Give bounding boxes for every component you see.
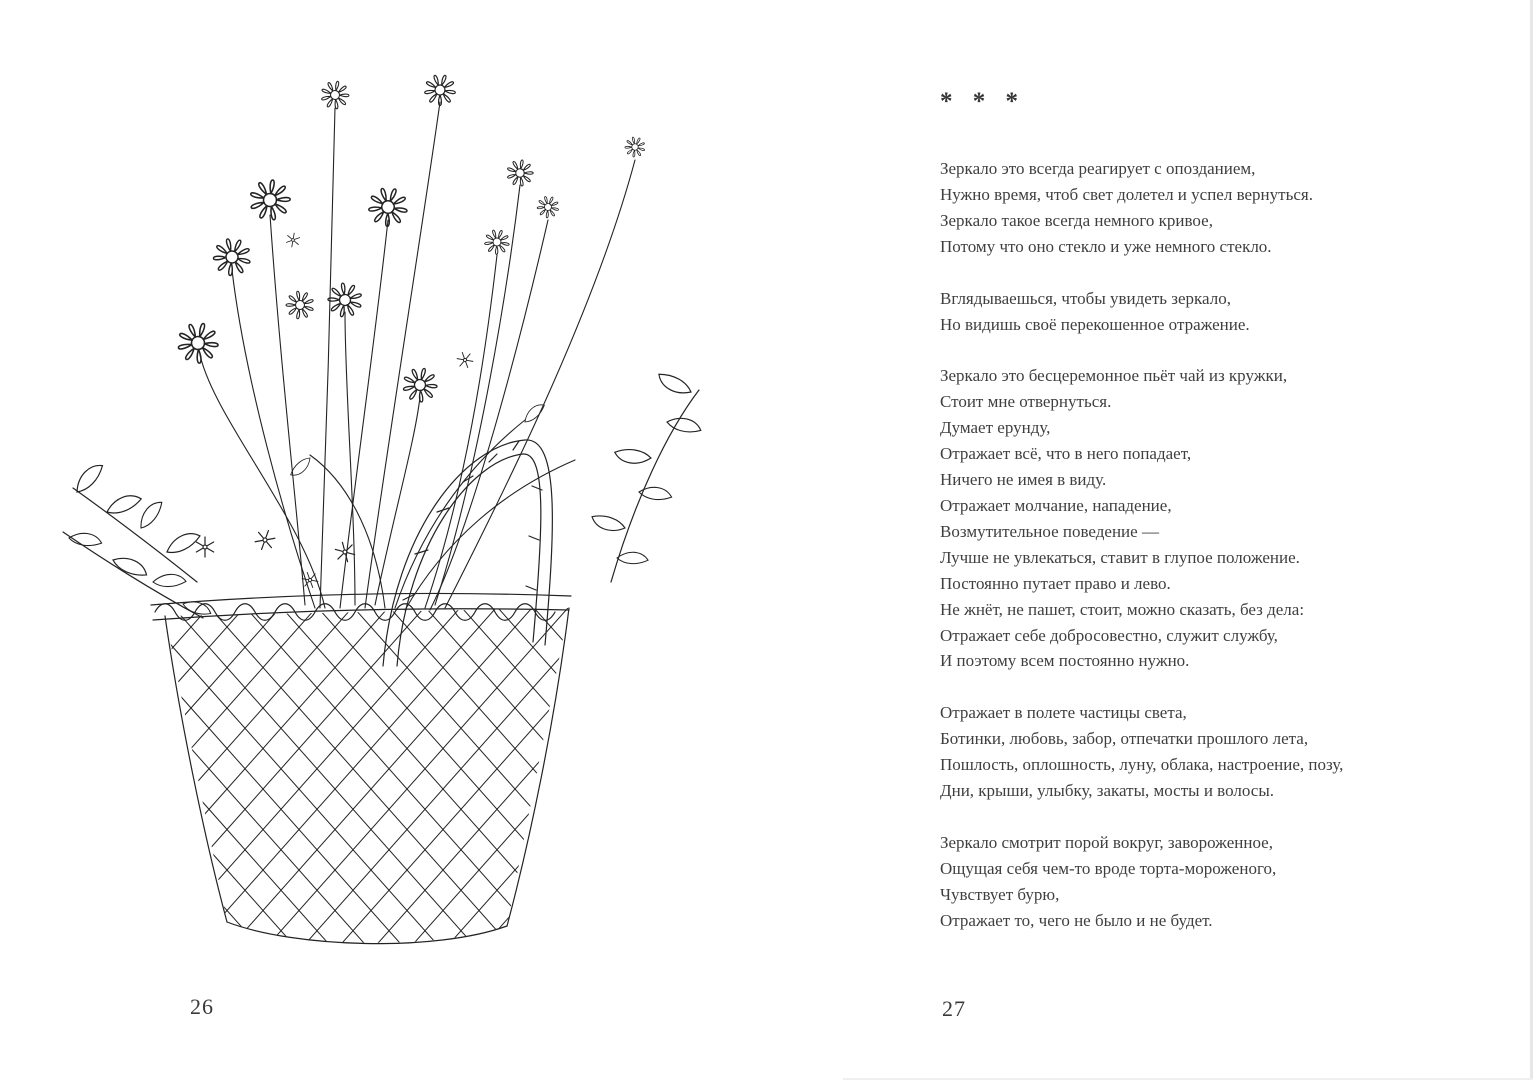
poem-line: Чувствует бурю, (940, 884, 1060, 904)
poem-stanza-2 (940, 286, 1400, 338)
poem-line: Отражает молчание, нападение, (940, 495, 1172, 515)
poem-line: Отражает себе добросовестно, служит службу, (940, 625, 1278, 645)
poem (940, 88, 1400, 934)
poem-stanza-4 (940, 700, 1400, 804)
poem-line: Не жнёт, не пашет, стоит, можно сказать, без дела: (940, 599, 1305, 619)
poem-line: Зеркало смотрит порой вокруг, завороженное, (940, 832, 1273, 852)
poem-line: Но видишь своё перекошенное отражение. (940, 314, 1250, 334)
poem-line: Думает ерунду, (940, 418, 1051, 438)
poem-line: Нужно время, чтоб свет долетел и успел вернуться. (940, 184, 1313, 204)
poem-stanza-1 (940, 156, 1400, 260)
poem-line: Зеркало это всегда реагирует с опозданием, (940, 159, 1256, 178)
right-page (766, 0, 1533, 1080)
page-number-left: 26 (190, 994, 214, 1019)
poem-line: Ничего не имея в виду. (940, 470, 1107, 490)
poem-line: Отражает в полете частицы света, (940, 703, 1187, 723)
poem-title: * * * (940, 88, 1025, 115)
left-page (0, 0, 766, 1080)
poem-line: И поэтому всем постоянно нужно. (940, 651, 1190, 671)
poem-line: Дни, крыши, улыбку, закаты, мосты и волосы. (940, 781, 1274, 801)
poem-line: Постоянно путает право и лево. (940, 573, 1171, 593)
poem-line: Потому что оно стекло и уже немного стекло. (940, 236, 1272, 256)
poem-line: Зеркало такое всегда немного кривое, (940, 210, 1213, 230)
poem-line: Отражает всё, что в него попадает, (940, 444, 1192, 464)
basket-sketch-svg (55, 60, 715, 975)
poem-line: Лучше не увлекаться, ставит в глупое положение. (940, 547, 1300, 567)
poem-line: Стоит мне отвернуться. (940, 392, 1112, 412)
poem-stanza-5 (940, 830, 1400, 934)
poem-line: Возмутительное поведение — (940, 521, 1159, 541)
poem-line: Вглядываешься, чтобы увидеть зеркало, (940, 288, 1231, 308)
poem-line: Пошлость, оплошность, луну, облака, настроение, позу, (940, 755, 1344, 775)
poem-line: Ощущая себя чем-то вроде торта-мороженого, (940, 858, 1277, 878)
poem-stanza-3 (940, 363, 1400, 674)
poem-line: Отражает то, чего не было и не будет. (940, 910, 1213, 930)
poem-line: Ботинки, любовь, забор, отпечатки прошлого лета, (940, 729, 1309, 749)
basket-of-flowers-illustration (55, 60, 715, 975)
page-number-right: 27 (942, 996, 966, 1021)
poem-line: Зеркало это бесцеремонное пьёт чай из кружки, (940, 366, 1288, 386)
